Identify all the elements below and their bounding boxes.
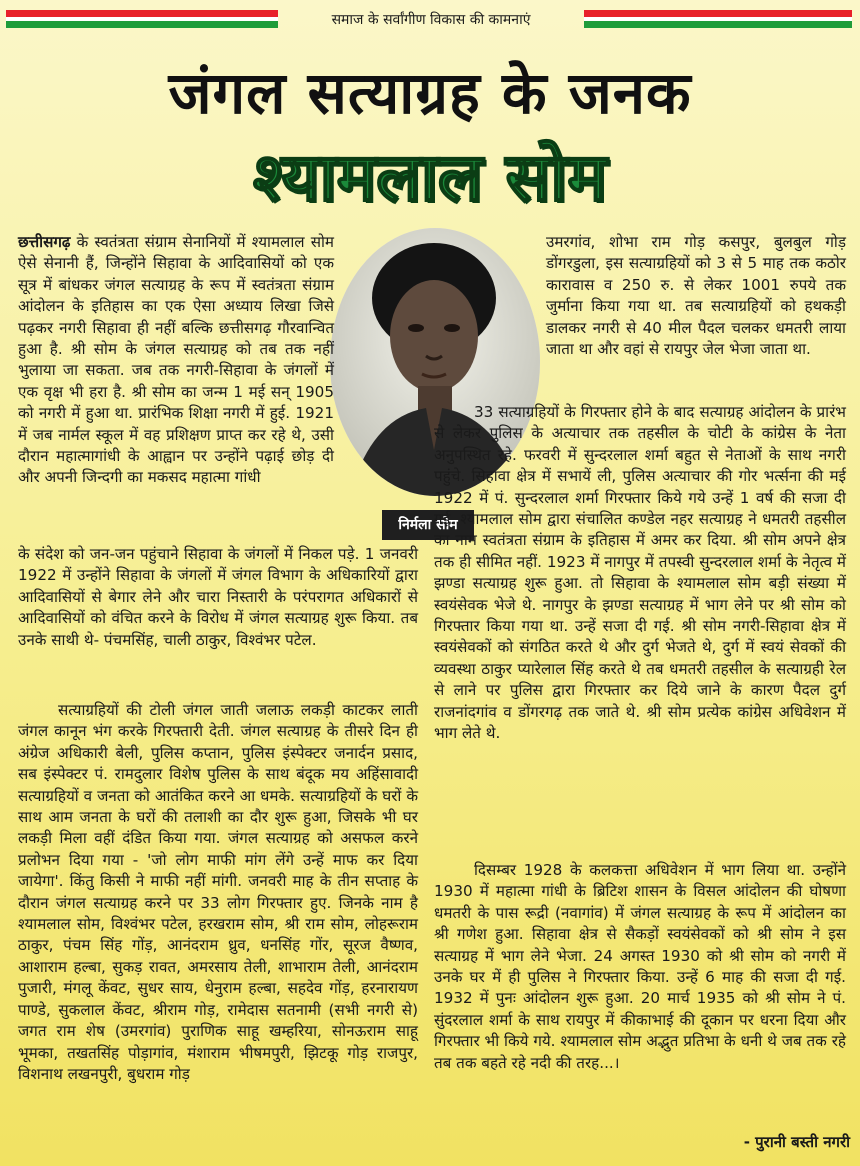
tricolor-band-right [584,10,852,32]
article-column-1-middle [18,544,418,651]
article-paragraph: के संदेश को जन-जन पहुंचाने सिहावा के जंगलों में निकल पड़े. 1 जनवरी 1922 में उन्होंने सिहावा के जंगलों में जंगल विभाग के अधिकारियों द्वारा आदिवासियों से बेगार लेने और चारा निस्तारी के परंपरागत अधिकारों से आदिवासियों को वंचित करने के विरोध में जंगल सत्याग्रह शुरू किया. तब उनके साथी थे- पंचमसिंह, चाली ठाकुर, विश्वंभर पटेल. [18,545,418,649]
article-paragraph: दिसम्बर 1928 के कलकत्ता अधिवेशन में भाग लिया था. उन्होंने 1930 में महात्मा गांधी के ब्रिटिश शासन के विसल आंदोलन की घोषणा धमतरी के पास रूद्री (नवागांव) में जंगल सत्याग्रह के रूप में आंदोलन का श्री गणेश हुआ. सिहावा क्षेत्र से सैकड़ों स्वयंसेवकों को श्री सोम ने इस सत्याग्रह में भाग लेने भेजा. 24 अगस्त 1930 को श्री सोम को नगरी में उनके घर में ही पुलिस ने गिरफ्तार किया. उन्हें 6 माह की सजा दी गई. 1932 में पुनः आंदोलन शुरू हुआ. 20 मार्च 1935 को श्री सोम ने पं. सुंदरलाल शर्मा के साथ रायपुर में कीकाभाई की दूकान पर धरना दिया और गिरफ्तार भी किये गये. श्यामलाल सोम अद्भुत प्रतिभा के धनी थे जब तक रहे तब तक बहते रहे नदी की तरह...। [434,861,846,1072]
tagline: समाज के सर्वांगीण विकास की कामनाएं [331,12,531,28]
lead-word: छत्तीसगढ़ [18,233,71,251]
article-column-2-bottom [434,860,846,1074]
article-paragraph: उमरगांव, शोभा राम गोड़ कसपुर, बुलबुल गोड़ डोंगरडुला, इस सत्याग्रहियों को 3 से 5 माह तक कठोर कारावास व 250 रु. से लेकर 1001 रुपये तक जुर्माना किया गया था. तब सत्याग्रहियों को हथकड़ी डालकर नगरी से 40 मील पैदल चलकर धमतरी लाया जाता था और वहां से रायपुर जेल भेजा जाता था. [546,233,846,359]
article-text: के स्वतंत्रता संग्राम सेनानियों में श्यामलाल सोम ऐसे सेनानी हैं, जिन्होंने सिहावा के आदिवासियों को एक सूत्र में बांधकर जंगल सत्याग्रह के रूप में स्वतंत्रता संग्राम आंदोलन के इतिहास का एक ऐसा अध्याय लिखा जिसे पढ़कर नगरी सिहावा ही नहीं बल्कि छत्तीसगढ़ गौरवान्वित हुआ है. श्री सोम के जंगल सत्याग्रह को तब तक नहीं भुलाया जा सकता. जब तक नगरी-सिहावा के जंगलों में एक वृक्ष भी हरा है. श्री सोम का जन्म 1 मई सन् 1905 को नगरी में हुआ था. प्रारंभिक शिक्षा नगरी में हुई. 1921 में जब नार्मल स्कूल में वह प्रशिक्षण प्राप्त कर रहे थे, उसी दौरान महात्मागांधी के आह्वान पर उन्होंने पढ़ाई छोड़ दी और अपनी जिन्दगी का मकसद महात्मा गांधी [18,233,335,487]
photo-caption: निर्मला सोम [382,510,474,540]
headline: जंगल सत्याग्रह के जनक [168,59,692,127]
subject-name: श्यामलाल सोम [253,139,607,216]
article-column-1-top [18,232,334,489]
article-paragraph: 33 सत्याग्रहियों के गिरफ्तार होने के बाद सत्याग्रह आंदोलन के प्रारंभ से लेकर पुलिस के अत्याचार तक तहसील के चोटी के कांग्रेस के नेता अनुपस्थित रहे. फरवरी में सुन्दरलाल शर्मा बहुत से नेताओं के साथ नगरी पहुंचे. सिहावा क्षेत्र में सभायें ली, पुलिस अत्याचार की गोर भर्त्सना की मई 1922 में पं. सुन्दरलाल शर्मा गिरफ्तार किये गये उन्हें 1 वर्ष की सजा दी गई. श्यामलाल सोम द्वारा संचालित कण्डेल नहर सत्याग्रह ने धमतरी तहसील का नाम स्वतंत्रता संग्राम के इतिहास में अमर कर दिया. श्री सोम अपने क्षेत्र तक ही सीमित नहीं. 1923 में नागपुर में तपस्वी सुन्दरलाल शर्मा के नेतृत्व में झण्डा सत्याग्रह शुरू हुआ. तो सिहावा के श्यामलाल सोम बड़ी संख्या में स्वयंसेवक भेजे थे. नागपुर के झण्डा सत्याग्रह में भाग लेने पर श्री सोम को गिरफ्तार किया गया था. उन्हें सजा दी गई. श्री सोम नगरी-सिहावा क्षेत्र में स्वयंसेवकों को संगठित करते थे और दुर्ग भेजते थे, दुर्ग में स्वयं सेवकों की व्यवस्था ठाकुर प्यारेलाल सिंह करते थे तब धमतरी तहसील के सत्याग्रही रेल से लाने पर पुलिस द्वारा गिरफ्तार कर दिये जाने के कारण पैदल दुर्ग राजनांदगांव व डोंगरगढ़ तक जाते थे. श्री सोम प्रत्येक कांग्रेस अधिवेशन में भाग लेते थे. [434,403,846,743]
article-column-2-middle [434,402,846,745]
article-paragraph: सत्याग्रहियों की टोली जंगल जाती जलाऊ लकड़ी काटकर लाती जंगल कानून भंग करके गिरफ्तारी देती. जंगल सत्याग्रह के तीसरे दिन ही अंग्रेज अधिकारी बेली, पुलिस कप्तान, पुलिस इंस्पेक्टर जनार्दन प्रसाद, सब इंस्पेक्टर पं. रामदुलार विशेष पुलिस के साथ बंदूक मय अहिंसावादी सत्याग्रहियों व जनता को आतंकित करने आ धमके. सत्याग्रहियों के घरों के साथ आम जनता के घरों की तलाशी का दौर शुरू हुआ, जिसके भी घर लकड़ी मिला वहीं दंडित किया गया. जंगल सत्याग्रह को असफल करने प्रलोभन दिया गया - 'जो लोग माफी मांग लेंगे उन्हें माफ कर दिया जायेगा'. किंतु किसी ने माफी नहीं मांगी. जनवरी माह के तीन सप्ताह के दौरान जंगल सत्याग्रह करने पर 33 लोग गिरफ्तार हुए. जिनके नाम है श्यामलाल सोम, विश्वंभर पटेल, हरखराम सोम, श्री राम सोम, लोहरूराम ठाकुर, पंचम सिंह गोंड़, आनंदराम ध्रुव, धनसिंह गोंर, सूरज वैष्णव, आशाराम हल्बा, सुकड़ रावत, अमरसाय तेली, शाभाराम तेली, आनंदराम पुजारी, मंगलू केंवट, सुधर साय, धेनुराम हल्बा, सहदेव गोंड़, हरनारायण पाण्डे, सुकलाल केंवट, श्रीराम गोड़, रामेदास सतनामी (सभी नगरी से) जगत राम शेष (उमरगांव) पुराणिक साहू खम्हरिया, सोनऊराम साहू भूमका, तखतसिंह पोड़ागांव, मंशाराम भीषमपुरी, झिटकू गोड़ राजपुर, विशनाथ लखनपुरी, बुधराम गोड़ [18,701,418,1083]
article-column-2-top [546,232,846,360]
tricolor-band-left [6,10,278,32]
article-column-1-bottom [18,700,418,1085]
author-credit: - पुरानी बस्ती नगरी [743,1133,850,1151]
